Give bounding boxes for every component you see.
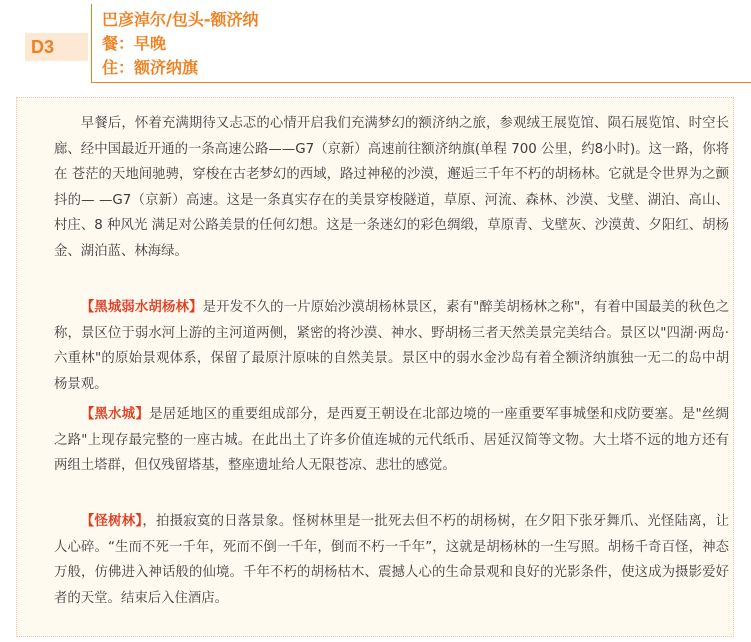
guaishu-paragraph [54,509,729,611]
route-title: 巴彦淖尔/包头-额济纳 [102,10,259,29]
guaishu-title: 【怪树林】 [80,514,143,529]
heicheng-title: 【黑城弱水胡杨林】 [80,300,203,315]
heishui-text: 是居延地区的重要组成部分，是西夏王朝设在北部边境的一座重要军事城堡和戍防要塞。是"丝绸之路"上现存最完整的一座古城。在此出土了许多价值连城的元代纸币、居延汉简等文物。大土塔不远的地方还有两组土塔群，但仅残留塔基，整座遗址给人无限苍凉、悲壮的感觉。 [54,407,730,473]
header-divider-horizontal [91,82,751,83]
stay-info: 住：额济纳旗 [102,58,199,77]
heishui-paragraph [54,402,729,479]
day-header [102,8,259,80]
itinerary-panel [16,97,734,637]
day-badge: D3 [25,33,88,61]
header-divider-vertical [91,4,92,82]
heicheng-text: 是开发不久的一片原始沙漠胡杨林景区，素有"醉美胡杨林之称"，有着中国最美的秋色之称，景区位于弱水河上游的主河道两侧，紧密的将沙漠、神水、野胡杨三者天然美景完美结合。景区以"四湖·两岛·六重林"的原始景观体系，保留了最原汁原味的自然美景。景区中的弱水金沙岛有着全额济纳旗独一无二的岛中胡杨景观。 [54,300,729,392]
intro-text: 早餐后，怀着充满期待又忐忑的心情开启我们充满梦幻的额济纳之旅，参观绒王展览馆、陨石展览馆、时空长 廊、经中国最近开通的一条高速公路——G7（京新）高速前往额济纳旗(单程 700 公里，约8小时)。这一路，你将在 苍茫的天地间驰骋，穿梭在古老梦幻的西域，路过神秘的沙漠，邂逅三千年不朽的胡杨林。它就是令世界为之颤抖的— —G7（京新）高速。这是一条真实存在的美景穿梭隧道，草原、河流、森林、沙漠、戈壁、湖泊、高山、村庄、8 种风光 满足对公路美景的任何幻想。这是一条迷幻的彩色绸缎，草原青、戈壁灰、沙漠黄、夕阳红、胡杨金、湖泊蓝、林海绿。 [54,116,729,259]
meals-info: 餐：早晚 [102,34,167,53]
heicheng-paragraph [54,295,729,397]
heishui-title: 【黑水城】 [80,407,150,422]
guaishu-text: ，拍摄寂寞的日落景象。怪树林里是一批死去但不朽的胡杨树，在夕阳下张牙舞爪、光怪陆离，让人心碎。“生而不死一千年，死而不倒一千年，倒而不朽一千年”，这就是胡杨林的一生写照。胡杨千奇百怪，神态万般，仿佛进入神话般的仙境。千年不朽的胡杨枯木、震撼人心的生命景观和良好的光影条件，使这成为摄影爱好者的天堂。结束后入住酒店。 [54,514,729,606]
intro-paragraph [54,111,729,264]
